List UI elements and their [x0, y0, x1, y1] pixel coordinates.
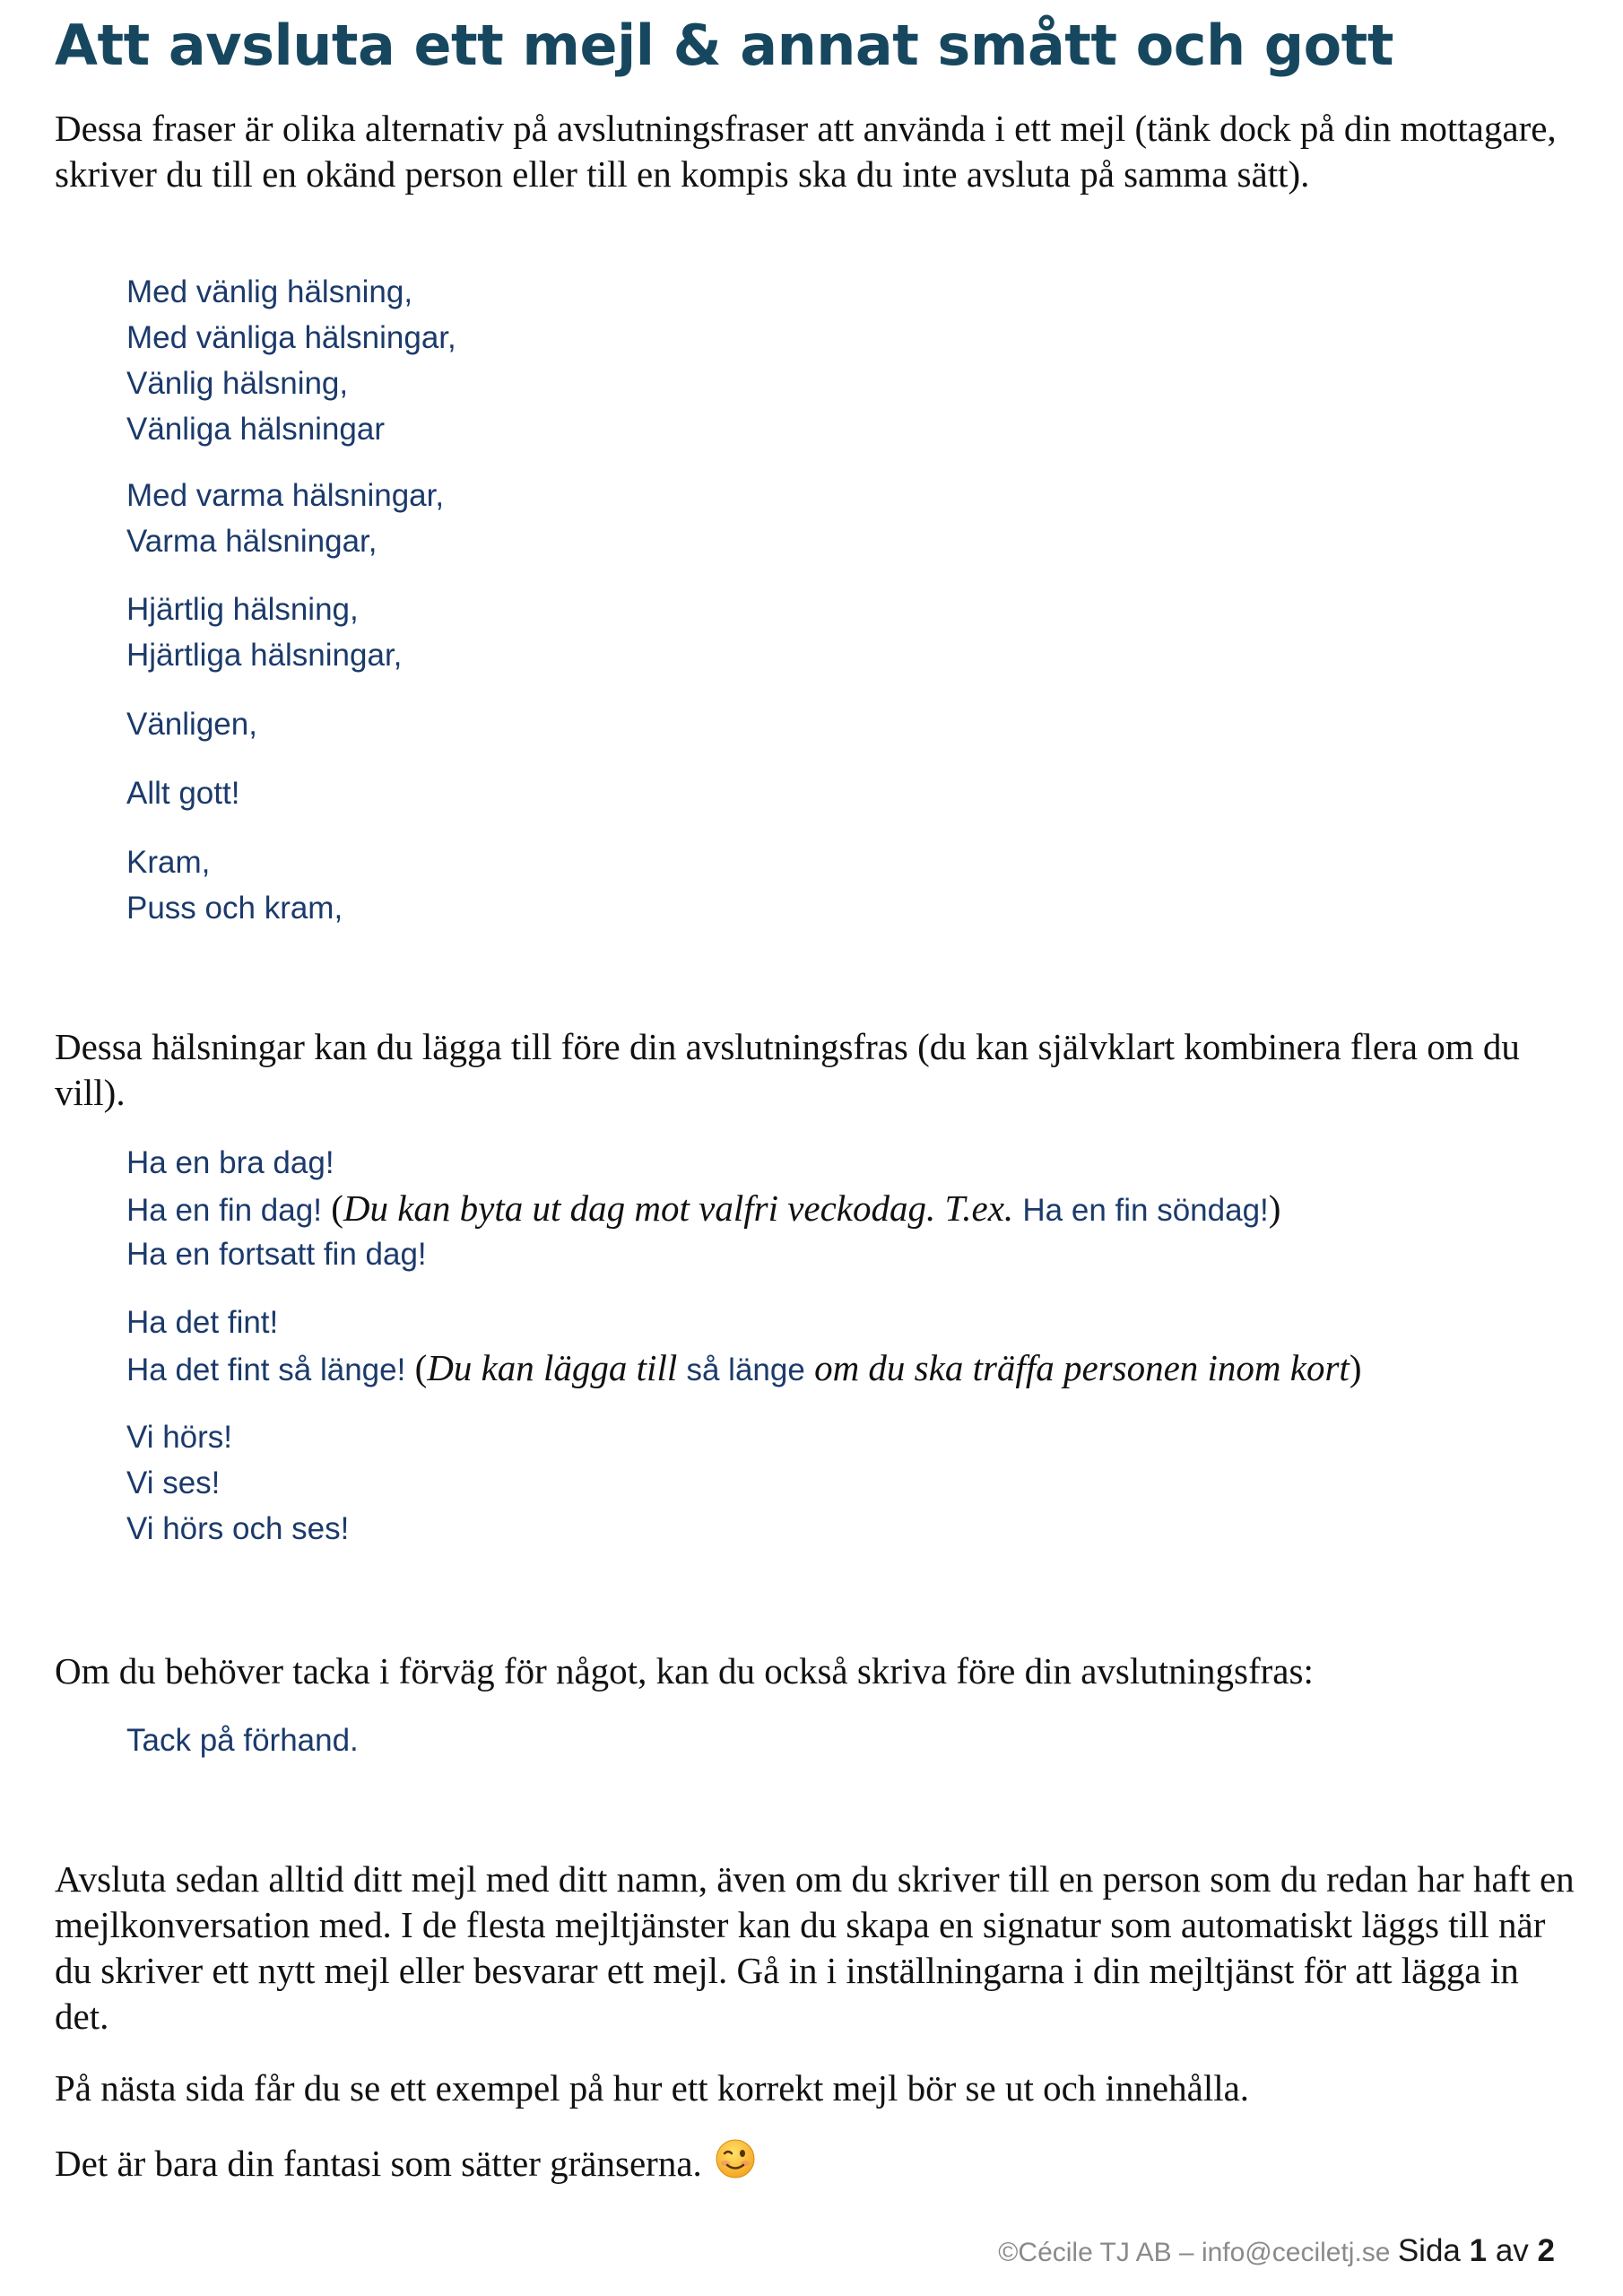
page-number — [1398, 2233, 1555, 2268]
greeting-example: Ha en fin söndag! — [1022, 1193, 1269, 1228]
closing-phrases-group-6 — [126, 839, 343, 931]
closing-phrase: Med vänlig hälsning, — [126, 274, 413, 309]
note-paren-open: ( — [405, 1347, 428, 1388]
page-total: 2 — [1537, 2233, 1555, 2268]
thanks-phrase: Tack på förhand. — [126, 1723, 359, 1758]
fantasy-text: Det är bara din fantasi som sätter gränserna. — [55, 2143, 702, 2184]
closing-phrases-group-2 — [126, 473, 444, 564]
closing-phrase: Vänligen, — [126, 707, 257, 742]
closing-phrase: Puss och kram, — [126, 891, 343, 926]
fantasy-paragraph — [55, 2141, 1579, 2194]
greeting-phrase: Ha en fin dag! — [126, 1193, 322, 1228]
page-title: Att avsluta ett mejl & annat smått och gott — [55, 13, 1393, 78]
greeting-note: om du ska träffa personen inom kort — [804, 1347, 1350, 1388]
greeting-phrase: Ha det fint så länge! — [126, 1352, 406, 1387]
note-paren-close: ) — [1268, 1187, 1281, 1229]
greeting-phrases-group-1 — [126, 1140, 1280, 1277]
page-footer — [998, 2233, 1555, 2269]
closing-phrase: Kram, — [126, 845, 211, 880]
note-paren-open: ( — [321, 1187, 343, 1229]
greeting-phrase: Ha en fortsatt fin dag! — [126, 1237, 427, 1272]
note-paren-close: ) — [1349, 1347, 1362, 1388]
closing-phrase: Hjärtliga hälsningar, — [126, 638, 403, 673]
closing-phrase: Hjärtlig hälsning, — [126, 592, 359, 627]
greeting-note: Du kan lägga till — [427, 1347, 687, 1388]
winking-face-emoji-icon — [715, 2138, 756, 2190]
greeting-phrases-group-2 — [126, 1300, 1361, 1391]
next-page-paragraph: På nästa sida får du se ett exempel på hur ett korrekt mejl bör se ut och innehålla. — [55, 2067, 1250, 2109]
closing-phrases-group-5 — [126, 770, 239, 816]
page-current: 1 — [1469, 2233, 1488, 2268]
greeting-phrase-with-note — [126, 1345, 1361, 1391]
greeting-phrase: Vi hörs! — [126, 1420, 233, 1455]
greeting-phrase: Vi ses! — [126, 1465, 221, 1500]
thanks-phrase-group — [126, 1718, 359, 1763]
closing-phrases-group-3 — [126, 587, 402, 678]
greeting-example: så länge — [686, 1352, 805, 1387]
greeting-phrase: Ha en bra dag! — [126, 1145, 334, 1180]
page-word: Sida — [1397, 2233, 1461, 2268]
closing-phrase: Allt gott! — [126, 776, 240, 811]
greeting-phrases-group-3 — [126, 1414, 349, 1552]
closing-phrase: Med vänliga hälsningar, — [126, 320, 456, 355]
signature-paragraph: Avsluta sedan alltid ditt mejl med ditt namn, även om du skriver till en person som du redan har haft en mejlkonversation med. I de flesta mejltjänster kan du skapa en signatur som automatiskt läggs till när du skriver ett nytt mejl eller besvarar ett mejl. Gå in i inställningarna i din mejltjänst för att lägga in det. — [55, 1858, 1575, 2037]
intro-paragraph: Dessa fraser är olika alternativ på avslutningsfraser att använda i ett mejl (tänk dock på din mottagare, skriver du till en okänd person eller till en kompis ska du inte avsluta på samma sätt). — [55, 108, 1557, 195]
footer-copyright: ©Cécile TJ AB – info@ceciletj.se — [998, 2238, 1391, 2267]
closing-phrase: Vänlig hälsning, — [126, 366, 349, 401]
greeting-phrase: Ha det fint! — [126, 1305, 279, 1340]
greeting-phrase: Vi hörs och ses! — [126, 1511, 350, 1546]
greeting-phrase-with-note — [126, 1186, 1280, 1231]
greeting-note: Du kan byta ut dag mot valfri veckodag. T.ex. — [343, 1187, 1023, 1229]
thanks-intro-paragraph: Om du behöver tacka i förväg för något, kan du också skriva före din avslutningsfras: — [55, 1650, 1314, 1692]
closing-phrase: Vänliga hälsningar — [126, 412, 385, 447]
closing-phrase: Varma hälsningar, — [126, 524, 378, 559]
closing-phrases-group-1 — [126, 269, 456, 452]
closing-phrase: Med varma hälsningar, — [126, 478, 445, 513]
page-of: av — [1495, 2233, 1529, 2268]
closing-phrases-group-4 — [126, 701, 257, 747]
greetings-intro-paragraph: Dessa hälsningar kan du lägga till före din avslutningsfras (du kan självklart kombinera flera om du vill). — [55, 1026, 1520, 1113]
